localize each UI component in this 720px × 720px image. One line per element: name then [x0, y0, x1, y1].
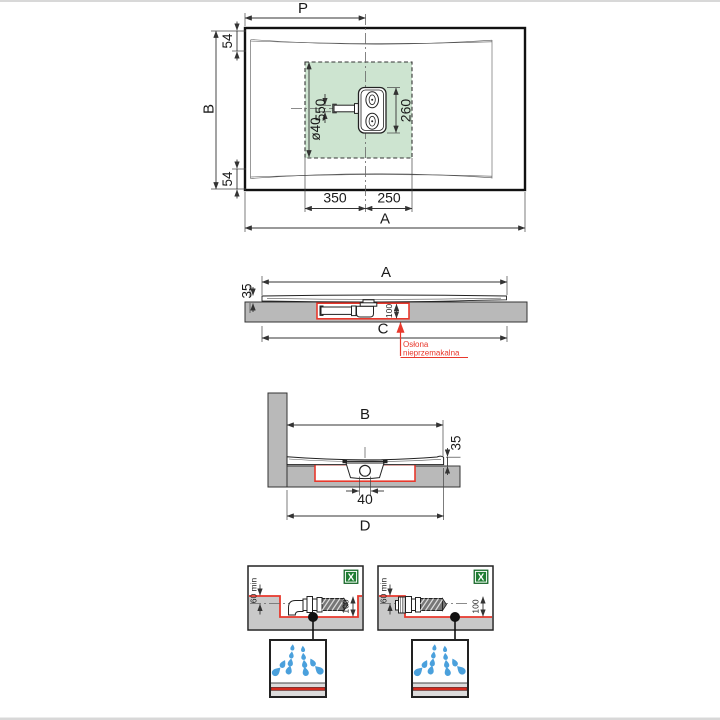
- x-badge-icon: [474, 570, 488, 584]
- dim-label-tray-height-front: 35: [239, 283, 255, 299]
- callout-dot: [450, 612, 460, 622]
- side-section-view: [268, 393, 464, 535]
- dim-label-d: D: [359, 517, 371, 535]
- dim-label-a: A: [379, 210, 391, 228]
- dim-label-recess-depth-right: 100: [470, 599, 481, 614]
- x-badge-icon: [344, 570, 358, 584]
- dim-label-rim-top: 54: [220, 33, 235, 49]
- spray-zone-icon: [412, 640, 468, 697]
- dim-label-tray-height-side: 35: [448, 435, 464, 451]
- dim-label-pipe-diameter: ø40: [308, 117, 323, 141]
- dim-label-right-offset: 250: [377, 189, 401, 206]
- dim-label-p: P: [297, 0, 309, 17]
- dim-label-b: B: [200, 103, 218, 115]
- dim-label-b2: B: [359, 406, 371, 423]
- note-line1: Osłona: [403, 340, 429, 349]
- channel-drain-icon: [343, 447, 388, 479]
- page-top-strip: [0, 0, 720, 2]
- front-section-view: [240, 264, 528, 358]
- dim-label-outlet-width: 40: [357, 491, 373, 507]
- waterproof-note: [401, 323, 469, 358]
- dim-label-zone-depth: 550: [313, 98, 328, 122]
- drain-pipe-straight-icon: [396, 597, 447, 614]
- dim-label-drain-length: 260: [397, 98, 414, 123]
- dim-label-min-clearance-left: 60 min: [248, 577, 259, 604]
- install-detail-left: [248, 566, 363, 697]
- callout-dot: [308, 612, 318, 622]
- badge-x-label-right: X: [477, 572, 485, 584]
- dim-label-recess-depth-front: 100: [384, 303, 394, 319]
- top-view: [201, 0, 526, 232]
- install-detail-right: [378, 566, 493, 697]
- wall: [268, 393, 287, 487]
- dim-label-rim-bottom: 54: [220, 171, 235, 187]
- badge-x-label-left: X: [347, 572, 355, 584]
- dim-label-c: C: [377, 320, 389, 338]
- dim-label-recess-depth-left: 100: [340, 599, 351, 614]
- dim-label-left-offset: 350: [323, 189, 347, 206]
- note-line2: nieprzemakalna: [403, 348, 460, 358]
- dim-label-min-clearance-right: 60 min: [378, 577, 389, 604]
- spray-zone-icon: [270, 640, 326, 697]
- dim-label-a2: A: [380, 264, 392, 281]
